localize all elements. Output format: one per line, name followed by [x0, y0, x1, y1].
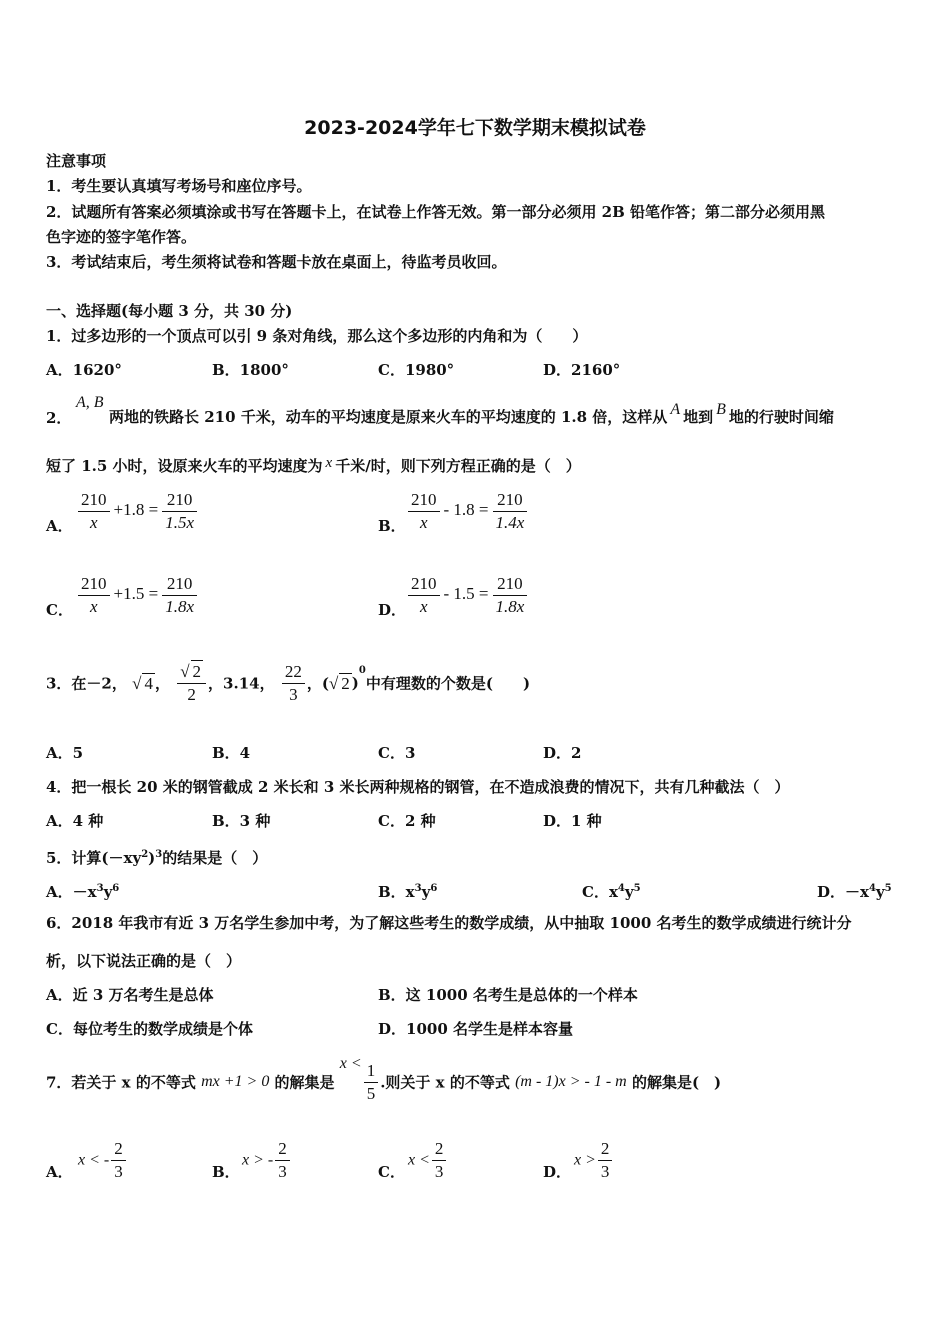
- q1-option-a: A．1620°: [46, 361, 122, 379]
- q3-option-d: D．2: [543, 744, 582, 762]
- q7-option-b-expr: x > - $\frac{2}{3}$: [242, 1138, 292, 1183]
- q6-option-b: B．这 1000 名考生是总体的一个样本: [378, 986, 638, 1004]
- page-title: 2023-2024学年七下数学期末模拟试卷: [304, 117, 646, 139]
- q2-option-c-label: C．: [46, 601, 73, 619]
- q4-option-a: A．4 种: [46, 812, 104, 830]
- q2-stem-line2: 短了 1.5 小时，设原来火车的平均速度为 x 千米/时，则下列方程正确的是（ ）: [46, 455, 581, 475]
- q6-option-a: A．近 3 万名考生是总体: [46, 986, 214, 1004]
- q2-option-b-label: B．: [378, 517, 406, 535]
- q7-stem: 7．若关于 x 的不等式 mx +1 > 0 的解集是 x < $\frac{1}{5}$ .则关于 x 的不等式 (m - 1)x > - 1 - m 的解集是( ): [46, 1055, 722, 1103]
- q7-option-c-label: C．: [378, 1163, 405, 1181]
- q7-option-b-label: B．: [212, 1163, 240, 1181]
- q7-option-a-expr: x < - $\frac{2}{3}$: [78, 1138, 128, 1183]
- q2-number: 2．: [46, 409, 72, 427]
- q3-stem: 3．在－2， √ 4 ， $\frac{√ 2}{2}$ ，3.14， $\frac{22}{3}$ ，(√ 2 )$^0$中有理数的个数是( ): [46, 661, 531, 704]
- notice-item: 色字迹的签字笔作答。: [46, 228, 197, 246]
- q1-stem: 1．过多边形的一个顶点可以引 9 条对角线，那么这个多边形的内角和为（ ）: [46, 327, 588, 345]
- q6-option-c: C．每位考生的数学成绩是个体: [46, 1020, 253, 1038]
- q3-option-a: A．5: [46, 744, 84, 762]
- q5-option-a: A．$-x^3y^6$: [46, 883, 120, 901]
- notice-item: 3．考试结束后，考生须将试卷和答题卡放在桌面上，待监考员收回。: [46, 253, 507, 271]
- q6-option-d: D．1000 名学生是样本容量: [378, 1020, 573, 1038]
- q2-option-c-equation: $\frac{210}{x}$ +1.5 = $\frac{210}{1.8x}$: [76, 573, 199, 618]
- q4-option-c: C．2 种: [378, 812, 436, 830]
- q2-option-b-equation: $\frac{210}{x}$ - 1.8 = $\frac{210}{1.4x}$: [406, 489, 529, 534]
- q2-option-a-equation: $\frac{210}{x}$ +1.8 = $\frac{210}{1.5x}$: [76, 489, 199, 534]
- q7-option-d-expr: x > $\frac{2}{3}$: [574, 1138, 614, 1183]
- q2-option-d-label: D．: [378, 601, 407, 619]
- q5-option-c: C．$x^4y^5$: [582, 883, 641, 901]
- q3-option-c: C．3: [378, 744, 416, 762]
- q7-option-a-label: A．: [46, 1163, 73, 1181]
- q1-option-c: C．1980°: [378, 361, 455, 379]
- q4-stem: 4．把一根长 20 米的钢管截成 2 米长和 3 米长两种规格的钢管，在不造成浪费的情况下，共有几种截法（ ）: [46, 778, 790, 796]
- q7-option-c-expr: x < $\frac{2}{3}$: [408, 1138, 448, 1183]
- notice-item: 2．试题所有答案必须填涂或书写在答题卡上，在试卷上作答无效。第一部分必须用 2B 铅笔作答；第二部分必须用黑: [46, 203, 826, 221]
- notice-item: 1．考生要认真填写考场号和座位序号。: [46, 177, 312, 195]
- q4-option-d: D．1 种: [543, 812, 602, 830]
- q2-option-d-equation: $\frac{210}{x}$ - 1.5 = $\frac{210}{1.8x}$: [406, 573, 529, 618]
- q1-option-b: B．1800°: [212, 361, 289, 379]
- q4-option-b: B．3 种: [212, 812, 271, 830]
- q3-option-b: B．4: [212, 744, 251, 762]
- q2-ab: A, B: [76, 394, 104, 411]
- q2-option-a-label: A．: [46, 517, 73, 535]
- q6-stem-line1: 6．2018 年我市有近 3 万名学生参加中考，为了解这些考生的数学成绩，从中抽取 1000 名考生的数学成绩进行统计分: [46, 914, 852, 932]
- q2-stem-line1: 两地的铁路长 210 千米，动车的平均速度是原来火车的平均速度的 1.8 倍，这样从 A 地到 B 地的行驶时间缩: [109, 401, 834, 426]
- q7-option-d-label: D．: [543, 1163, 572, 1181]
- q1-option-d: D．2160°: [543, 361, 621, 379]
- q5-stem: 5．计算$(-xy^2)^3$的结果是（ ）: [46, 849, 268, 867]
- notice-heading: 注意事项: [46, 152, 107, 170]
- q5-option-b: B．$x^3y^6$: [378, 883, 438, 901]
- section-heading: 一、选择题(每小题 3 分，共 30 分): [46, 302, 293, 320]
- q5-option-d: D．$-x^4y^5$: [817, 883, 892, 901]
- q6-stem-line2: 析，以下说法正确的是（ ）: [46, 952, 242, 970]
